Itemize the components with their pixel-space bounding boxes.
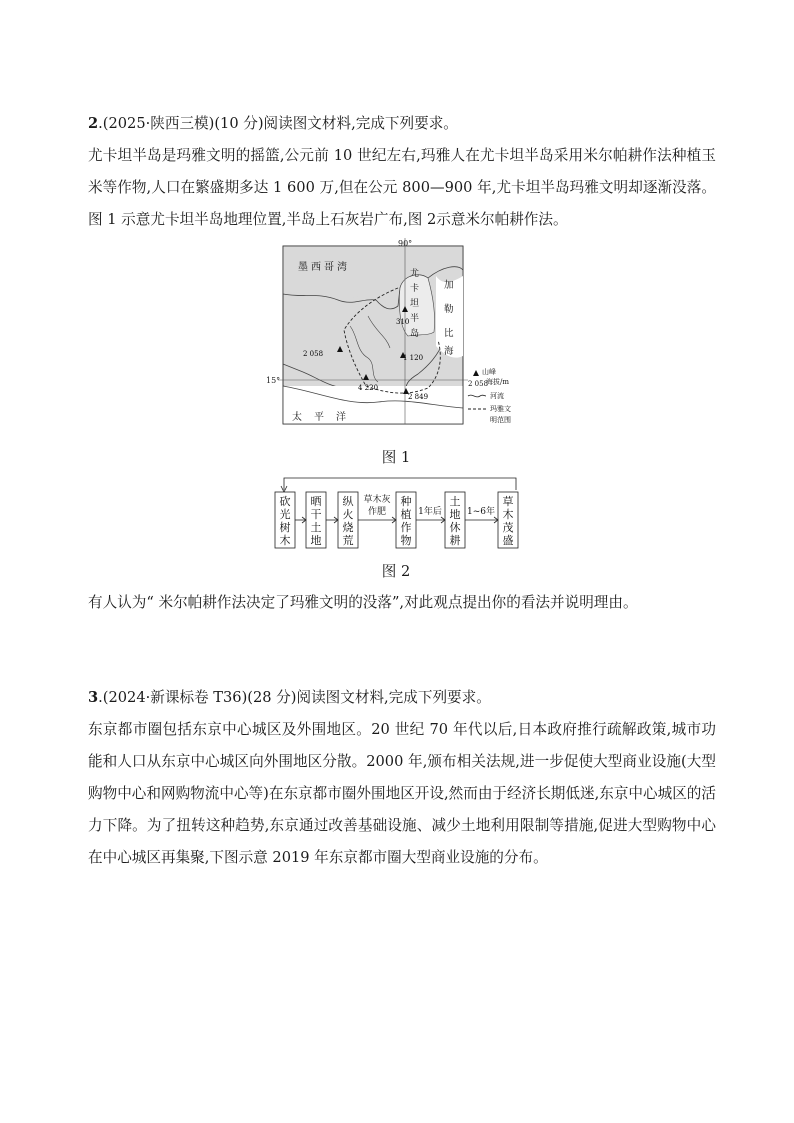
svg-text:耕: 耕 <box>449 534 461 547</box>
svg-text:作: 作 <box>400 521 412 534</box>
svg-text:木: 木 <box>502 508 514 521</box>
label-fertilizer-2: 作肥 <box>367 507 387 517</box>
svg-text:土: 土 <box>449 495 461 508</box>
svg-text:半: 半 <box>410 314 420 324</box>
svg-text:干: 干 <box>310 508 322 521</box>
flow-step <box>306 492 326 548</box>
legend-river: 河流 <box>490 392 504 400</box>
svg-text:休: 休 <box>449 521 461 534</box>
svg-text:地: 地 <box>310 534 322 547</box>
svg-text:坦: 坦 <box>410 299 420 309</box>
legend-peak-unit: 海拔/m <box>486 378 509 386</box>
flow-step <box>275 492 295 548</box>
figure-2-caption: 图 2 <box>381 563 411 580</box>
flow-step <box>445 492 465 548</box>
svg-text:勒: 勒 <box>444 304 454 315</box>
map-legend <box>468 367 511 424</box>
figure-1-map <box>258 236 536 432</box>
svg-text:盛: 盛 <box>502 534 514 547</box>
question-2 <box>88 108 716 236</box>
figure-2-flow <box>270 474 528 554</box>
svg-text:地: 地 <box>449 508 461 521</box>
legend-peak-value: 2 058 <box>468 380 489 388</box>
question-3 <box>88 682 716 874</box>
longitude-label: 90° <box>398 239 413 248</box>
svg-text:310: 310 <box>396 318 410 326</box>
svg-text:烧: 烧 <box>342 521 354 534</box>
peak-marker <box>400 352 423 362</box>
svg-text:荒: 荒 <box>342 534 354 547</box>
question-2-material: 尤卡坦半岛是玛雅文明的摇篮,公元前 10 世纪左右,玛雅人在尤卡坦半岛采用米尔帕耕作法种植玉米等作物,人口在繁盛期多达 1 600 万,但在公元 800—900 年,尤卡坦半岛玛雅文明却逐渐没落。图 1 示意尤卡坦半岛地理位置,半岛上石灰岩广布,图 2示意米尔帕耕作法。 <box>88 147 716 228</box>
peninsula-label <box>410 267 419 339</box>
svg-text:光: 光 <box>279 508 291 521</box>
question-source: .(2025·陕西三模)(10 分)阅读图文材料,完成下列要求。 <box>98 115 458 132</box>
pacific-label: 太平洋 <box>292 412 358 423</box>
question-2-prompt: 有人认为“ 米尔帕耕作法决定了玛雅文明的没落”,对此观点提出你的看法并说明理由。 <box>88 594 638 611</box>
legend-range-1: 玛雅文 <box>490 405 511 413</box>
svg-text:加: 加 <box>444 280 454 291</box>
svg-text:1 120: 1 120 <box>403 354 424 362</box>
svg-text:尤: 尤 <box>410 269 420 279</box>
svg-text:2 849: 2 849 <box>408 393 429 401</box>
figure-1-caption: 图 1 <box>381 449 411 466</box>
svg-text:木: 木 <box>279 534 291 547</box>
svg-text:2 058: 2 058 <box>303 350 324 358</box>
question-3-material: 东京都市圈包括东京中心城区及外围地区。20 世纪 70 年代以后,日本政府推行疏解政策,城市功能和人口从东京中心城区向外围地区分散。2000 年,颁布相关法规,进一步促使大型商业设施(大型购物中心和网购物流中心等)在东京都市圈外围地区开设,然而由于经济长期低迷,东京中心城区的活力下降。为了扭转这种趋势,东京通过改善基础设施、减少土地利用限制等措施,促进大型购物中心在中心城区再集聚,下图示意 2019 年东京都市圈大型商业设施的分布。 <box>88 721 716 866</box>
svg-text:树: 树 <box>279 521 291 534</box>
svg-text:4 220: 4 220 <box>358 384 379 392</box>
svg-text:茂: 茂 <box>502 521 514 534</box>
svg-text:物: 物 <box>400 534 412 547</box>
label-after-year: 1年后 <box>418 507 442 517</box>
label-fertilizer-1: 草木灰 <box>363 495 391 505</box>
question-3-header <box>88 682 716 714</box>
latitude-label: 15° <box>266 376 281 385</box>
svg-text:种: 种 <box>400 495 412 508</box>
flow-step <box>338 492 358 548</box>
question-source: .(2024·新课标卷 T36)(28 分)阅读图文材料,完成下列要求。 <box>98 689 491 706</box>
gulf-label: 墨西哥湾 <box>298 262 350 273</box>
label-fallow-years: 1~6年 <box>467 507 495 517</box>
question-number: 2 <box>88 115 99 132</box>
svg-text:火: 火 <box>342 508 354 521</box>
legend-peak: 山峰 <box>482 368 496 376</box>
svg-text:卡: 卡 <box>410 284 420 294</box>
svg-text:比: 比 <box>444 328 454 339</box>
flow-step <box>498 492 518 548</box>
svg-text:岛: 岛 <box>410 329 420 339</box>
svg-text:砍: 砍 <box>279 495 291 508</box>
svg-text:海: 海 <box>444 346 454 357</box>
flow-step <box>396 492 416 548</box>
svg-text:纵: 纵 <box>342 495 354 508</box>
svg-text:草: 草 <box>502 495 514 508</box>
svg-text:晒: 晒 <box>310 495 322 508</box>
legend-range-2: 明范围 <box>490 416 511 424</box>
question-2-header <box>88 108 716 140</box>
svg-text:土: 土 <box>310 521 322 534</box>
question-number: 3 <box>88 689 99 706</box>
svg-text:植: 植 <box>400 508 412 521</box>
